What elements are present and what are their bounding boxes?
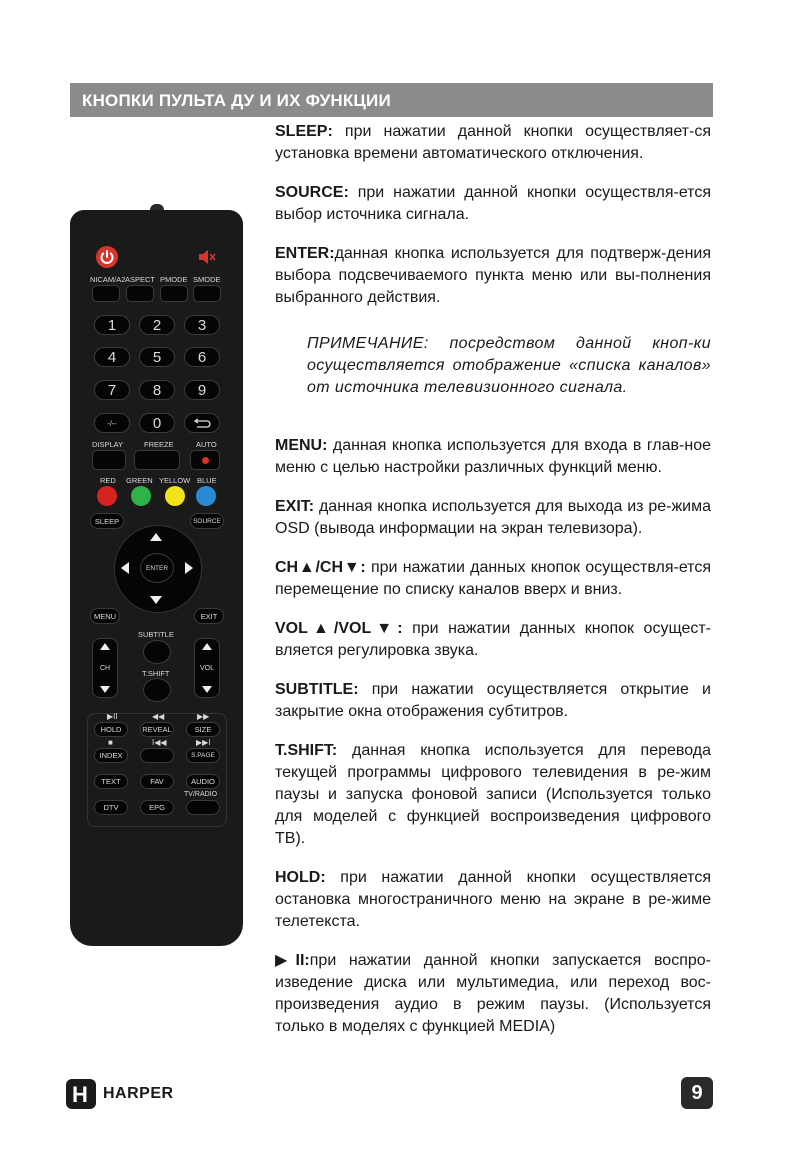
play-pause-entry: ▶II:при нажатии данной кнопки запускается воспро-изведение диска или мультимедиа, или переход вос-произведения аудио в режим паузы. (Используется только в моделях с функцией MEDIA) xyxy=(275,952,711,1035)
digit-4-button: 4 xyxy=(94,347,130,367)
stop-icon: ■ xyxy=(108,738,113,747)
vol-rocker xyxy=(194,638,220,698)
digit-9-button: 9 xyxy=(184,380,220,400)
green-button xyxy=(131,486,151,506)
prev-icon: I◀◀ xyxy=(152,738,167,747)
nicam-button xyxy=(92,285,120,302)
page-number: 9 xyxy=(681,1077,713,1109)
digit-0-button: 0 xyxy=(139,413,175,433)
vol-entry: VOL▲/VOL▼: при нажатии данных кнопок осущест-вляется регулировка звука. xyxy=(275,620,711,659)
brand-name: HARPER xyxy=(103,1085,174,1102)
digit-2-button: 2 xyxy=(139,315,175,335)
menu-entry: MENU: данная кнопка используется для входа в глав-ное меню с целью настройки различных функций меню. xyxy=(275,437,711,476)
power-icon xyxy=(96,246,118,268)
rewind-icon: ◀◀ xyxy=(152,712,165,721)
epg-button: EPG xyxy=(140,800,174,815)
ch-rocker xyxy=(92,638,118,698)
sleep-entry: SLEEP: при нажатии данной кнопки осуществляет-ся установка времени автоматического отключения. xyxy=(275,123,711,162)
section-title: КНОПКИ ПУЛЬТА ДУ И ИХ ФУНКЦИИ xyxy=(82,91,391,110)
right-arrow-icon xyxy=(185,562,193,574)
vol-up-icon xyxy=(202,643,212,650)
display-label: DISPLAY xyxy=(92,440,124,449)
spage-button: S.PAGE xyxy=(186,748,220,763)
exit-button: EXIT xyxy=(194,608,224,624)
ch-entry: CH▲/CH▼: при нажатии данных кнопок осуществля-ется перемещение по списку каналов вверх и вниз. xyxy=(275,559,711,598)
fav-button: FAV xyxy=(140,774,174,789)
recall-button xyxy=(184,413,220,433)
note-paragraph: ПРИМЕЧАНИЕ: посредством данной кноп-ки осуществляется отображение «списка каналов» от источника телевизионного сигнала. xyxy=(307,335,711,396)
aspect-label: ASPECT xyxy=(125,275,156,284)
remote-control-image xyxy=(70,210,243,946)
freeze-button xyxy=(134,450,180,470)
subtitle-entry: SUBTITLE: при нажатии осуществляется открытие и закрытие окна отображения субтитров. xyxy=(275,681,711,720)
freeze-label: FREEZE xyxy=(144,440,174,449)
play-pause-icon: ▶II xyxy=(107,712,118,721)
exit-entry: EXIT: данная кнопка используется для выхода из ре-жима OSD (вывода информации на экран телевизора). xyxy=(275,498,711,537)
digit-3-button: 3 xyxy=(184,315,220,335)
dash-button: -/-- xyxy=(94,413,130,433)
digit-6-button: 6 xyxy=(184,347,220,367)
menu-button: MENU xyxy=(90,608,120,624)
digit-5-button: 5 xyxy=(139,347,175,367)
record-dot-icon xyxy=(202,457,209,464)
auto-button xyxy=(190,450,220,470)
enter-entry: ENTER:данная кнопка используется для подтверж-дения выбора подсвечиваемого пункта меню или вы-полнения выбранного действия. xyxy=(275,245,711,306)
harper-logo-icon: H xyxy=(66,1079,96,1109)
tvradio-button xyxy=(186,800,220,815)
digit-8-button: 8 xyxy=(139,380,175,400)
blue-label: BLUE xyxy=(197,476,217,485)
red-button xyxy=(97,486,117,506)
recall-icon xyxy=(193,418,211,428)
blue-button xyxy=(196,486,216,506)
red-label: RED xyxy=(100,476,116,485)
subtitle-label: SUBTITLE xyxy=(138,630,174,639)
hold-entry: HOLD: при нажатии данной кнопки осуществляется остановка многостраничного меню на экране в ре-жиме телетекста. xyxy=(275,869,711,930)
yellow-label: YELLOW xyxy=(159,476,191,485)
sleep-button: SLEEP xyxy=(90,513,124,529)
tshift-label: T.SHIFT xyxy=(142,669,170,678)
tshift-button xyxy=(143,678,171,702)
tvradio-label: TV/RADIO xyxy=(184,791,218,798)
pmode-label: PMODE xyxy=(160,275,188,284)
aspect-button xyxy=(126,285,154,302)
green-label: GREEN xyxy=(126,476,153,485)
subtitle-button xyxy=(143,640,171,664)
yellow-button xyxy=(165,486,185,506)
enter-button: ENTER xyxy=(140,553,174,583)
source-entry: SOURCE: при нажатии данной кнопки осуществля-ется выбор источника сигнала. xyxy=(275,184,711,223)
nicam-label: NICAM/A2 xyxy=(90,275,126,284)
source-button: SOURCE xyxy=(190,513,224,529)
text-button: TEXT xyxy=(94,774,128,789)
blank-media-button xyxy=(140,748,174,763)
section-header xyxy=(70,83,713,117)
dtv-button: DTV xyxy=(94,800,128,815)
ch-down-icon xyxy=(100,686,110,693)
next-icon: ▶▶I xyxy=(196,738,211,747)
vol-label: VOL xyxy=(199,664,214,672)
mute-icon xyxy=(197,248,217,266)
smode-button xyxy=(193,285,221,302)
up-arrow-icon xyxy=(150,533,162,541)
pmode-button xyxy=(160,285,188,302)
fast-forward-icon: ▶▶ xyxy=(197,712,210,721)
ch-up-icon xyxy=(100,643,110,650)
ch-label: CH xyxy=(99,664,111,672)
functions-text xyxy=(275,121,711,1055)
digit-1-button: 1 xyxy=(94,315,130,335)
digit-7-button: 7 xyxy=(94,380,130,400)
audio-button: AUDIO xyxy=(186,774,220,789)
vol-down-icon xyxy=(202,686,212,693)
smode-label: SMODE xyxy=(193,275,221,284)
index-button: INDEX xyxy=(94,748,128,763)
size-button: SIZE xyxy=(186,722,220,737)
display-button xyxy=(92,450,126,470)
reveal-button: REVEAL xyxy=(140,722,174,737)
left-arrow-icon xyxy=(121,562,129,574)
down-arrow-icon xyxy=(150,596,162,604)
auto-label: AUTO xyxy=(196,440,217,449)
hold-button: HOLD xyxy=(94,722,128,737)
tshift-entry: T.SHIFT: данная кнопка используется для перевода текущей программы цифрового телевидения в ре-жим паузы и запуска фоновой записи (Используется только для моделей с функцией воспроизведения цифрового ТВ). xyxy=(275,742,711,847)
